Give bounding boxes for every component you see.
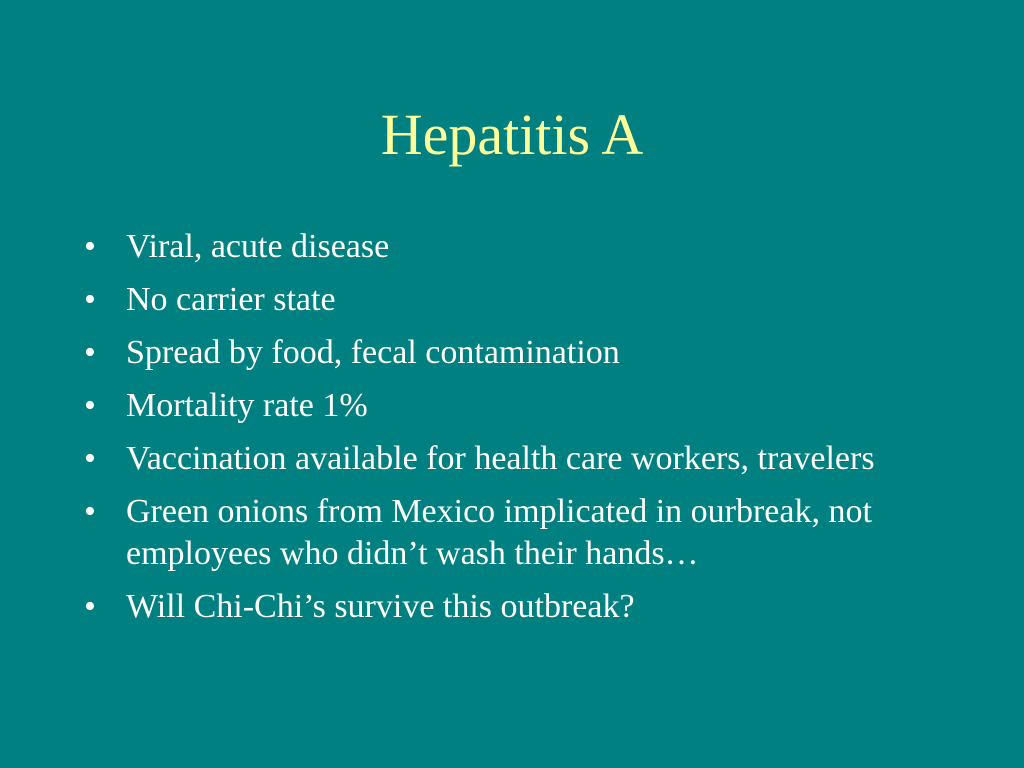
bullet-item [84,279,964,321]
bullet-marker: • [84,281,96,318]
bullet-marker: • [84,334,96,371]
bullet-text: Will Chi-Chi’s survive this outbreak? [126,588,635,625]
bullet-marker: • [84,440,96,477]
bullet-text: Green onions from Mexico implicated in ourbreak, not employees who didn’t wash their hands… [126,493,872,572]
bullet-item [84,226,964,268]
bullet-marker: • [84,588,96,625]
bullet-text: Vaccination available for health care workers, travelers [126,440,875,477]
bullet-item [84,438,964,480]
bullet-text: No carrier state [126,281,336,318]
bullet-item [84,332,964,374]
bullet-text: Spread by food, fecal contamination [126,334,620,371]
bullet-item [84,586,964,628]
bullet-marker: • [84,493,96,530]
bullet-item [84,491,964,575]
bullet-item [84,385,964,427]
bullet-marker: • [84,387,96,424]
bullet-list [84,226,964,639]
bullet-marker: • [84,228,96,265]
bullet-text: Mortality rate 1% [126,387,368,424]
slide-title: Hepatitis A [380,102,644,167]
bullet-text: Viral, acute disease [126,228,390,265]
